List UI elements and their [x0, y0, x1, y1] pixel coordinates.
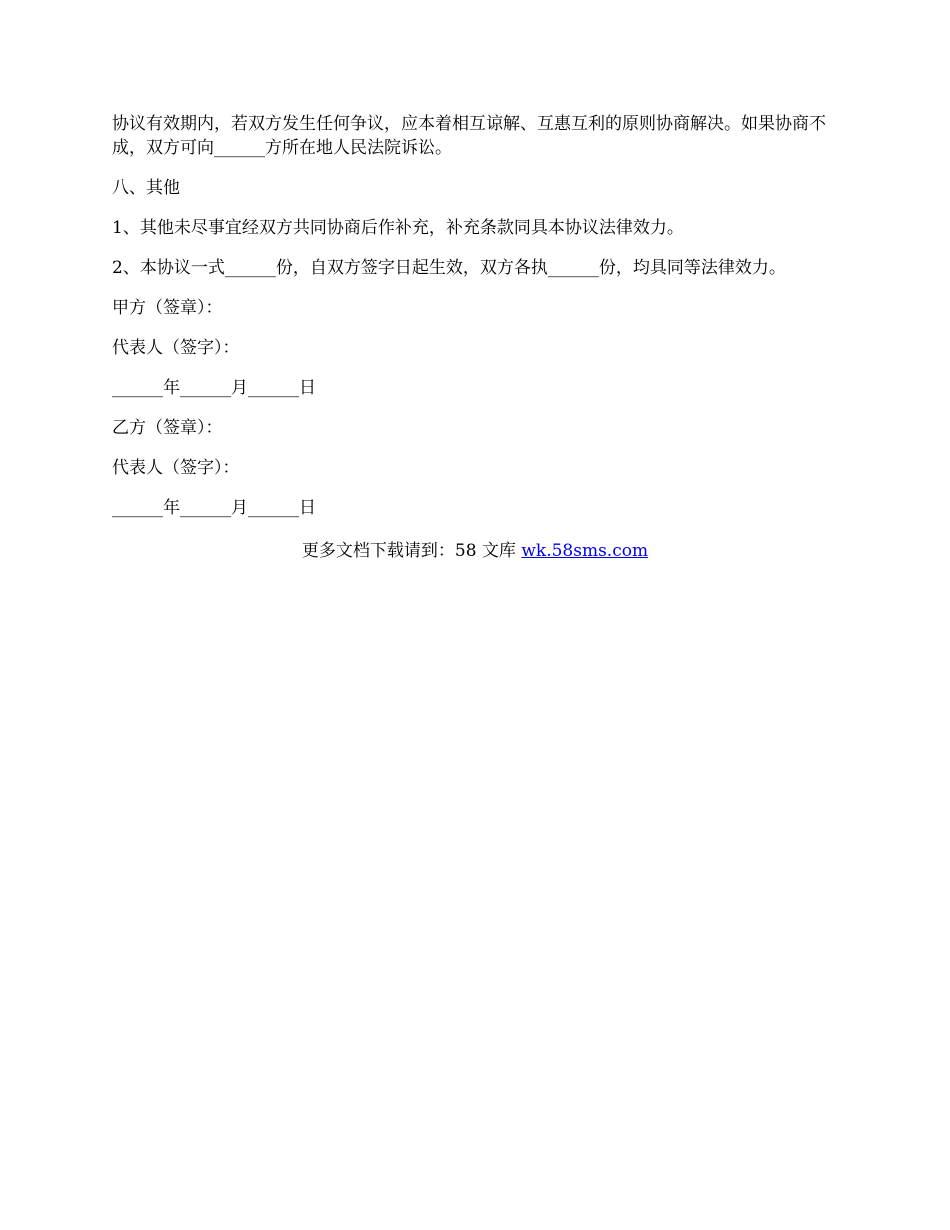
party-a-seal-line: 甲方（签章）：	[112, 298, 223, 318]
party-b-representative-line: 代表人（签字）：	[112, 458, 240, 478]
dispute-clause-paragraph: 协议有效期内，若双方发生任何争议，应本着相互谅解、互惠互利的原则协商解决。如果协商不成，双方可向______方所在地人民法院诉讼。	[112, 114, 826, 158]
clause-1-paragraph: 1、其他未尽事宜经双方共同协商后作补充，补充条款同具本协议法律效力。	[112, 218, 684, 238]
clause-2-paragraph: 2、本协议一式______份，自双方签字日起生效，双方各执______份，均具同等法律效力。	[112, 258, 786, 278]
document-body	[112, 112, 842, 536]
download-footer	[0, 539, 950, 563]
party-b-seal-line: 乙方（签章）：	[112, 418, 223, 438]
section-heading-other: 八、其他	[112, 178, 180, 198]
party-a-date-line: ______年______月______日	[112, 378, 316, 398]
footer-text: 更多文档下载请到：58 文库	[301, 541, 522, 561]
footer-link[interactable]: wk.58sms.com	[521, 541, 649, 561]
party-a-representative-line: 代表人（签字）：	[112, 338, 240, 358]
party-b-date-line: ______年______月______日	[112, 498, 316, 518]
